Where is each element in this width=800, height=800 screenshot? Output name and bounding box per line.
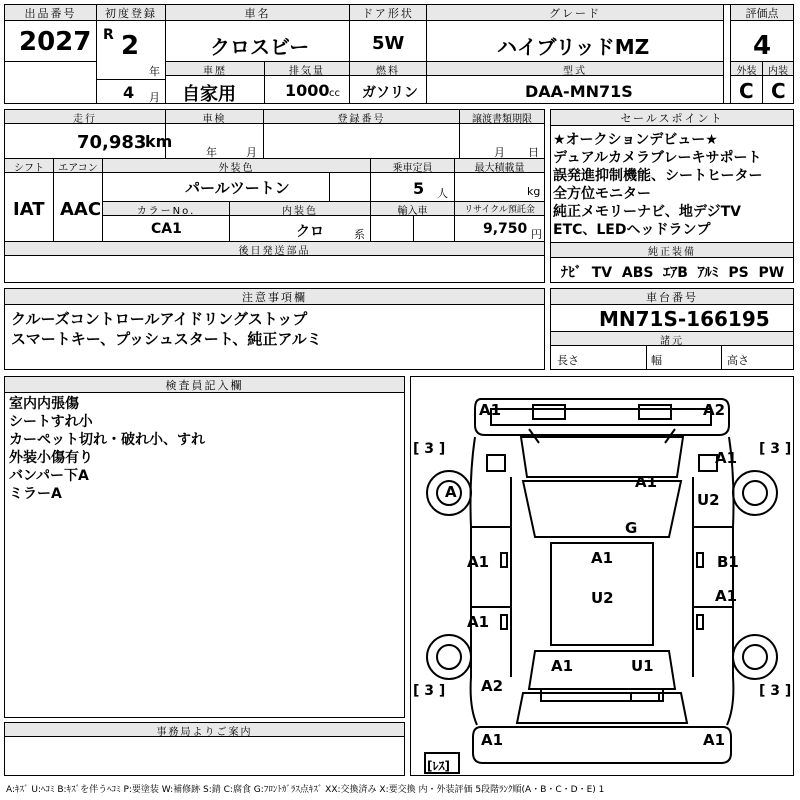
office-title: 事務局よりご案内 <box>5 723 404 737</box>
damage-mark: A1 <box>467 553 490 571</box>
capacity-unit: 人 <box>437 187 448 200</box>
body-color: パールツートン <box>185 179 290 197</box>
lot-label: 出品番号 <box>5 5 96 21</box>
ext-grade: C <box>739 79 754 103</box>
displacement-cell <box>264 61 350 104</box>
inspector-line: カーペット切れ・破れ小、すれ <box>9 432 205 448</box>
tire-mark: [ 3 ] <box>759 441 792 457</box>
door-cell <box>349 4 427 62</box>
tire-mark: [ 3 ] <box>413 683 446 699</box>
score-cell <box>730 4 794 62</box>
damage-mark: A1 <box>703 731 726 749</box>
ac-label: エアコン <box>54 159 102 173</box>
sales-line: 純正メモリーナビ、地デジTV <box>553 204 741 220</box>
sales-line: ★オークションデビュー★ <box>553 132 718 148</box>
capacity: 5 <box>413 179 425 198</box>
damage-mark: A2 <box>481 677 504 695</box>
int-cell <box>762 61 794 104</box>
car-name-cell <box>165 4 350 62</box>
plate-label: 登録番号 <box>264 110 459 124</box>
damage-mark: G <box>625 519 638 537</box>
lot-blank <box>4 61 97 104</box>
spare-tire-mark: [ﾚｽ] <box>427 759 450 773</box>
equip-item: ｴｱB <box>663 265 688 281</box>
damage-diagram <box>410 376 794 776</box>
sales-line: 誤発進抑制機能、シートヒーター <box>553 168 763 184</box>
damage-mark: A1 <box>591 549 614 567</box>
color-no-cell <box>102 201 230 242</box>
damage-mark: A1 <box>715 587 738 605</box>
spec-height: 高さ <box>727 354 749 367</box>
damage-mark: B1 <box>717 553 739 571</box>
color-no: CA1 <box>151 221 182 237</box>
inspector-line: 室内内張傷 <box>9 396 79 412</box>
damage-mark: A1 <box>715 449 738 467</box>
mileage-label: 走行 <box>5 110 165 124</box>
damage-mark: U2 <box>591 589 614 607</box>
import-cell <box>370 201 455 242</box>
fuel-label: 燃料 <box>350 62 426 76</box>
insp-month: 月 <box>246 146 257 159</box>
ext-cell <box>730 61 763 104</box>
shift-cell <box>4 158 54 242</box>
reg-label: 初度登録 <box>97 5 165 21</box>
inspector-line: 外装小傷有り <box>9 450 93 466</box>
damage-mark: A1 <box>635 473 658 491</box>
disp-unit: cc <box>329 88 340 99</box>
damage-mark: A1 <box>551 657 574 675</box>
disp-label: 排気量 <box>265 62 349 76</box>
registration-cell <box>96 4 166 104</box>
chassis-number: MN71S-166195 <box>599 307 770 331</box>
equip-title: 純正装備 <box>551 243 793 258</box>
equip-item: TV <box>591 265 613 281</box>
era: R <box>103 27 114 43</box>
interior-color: クロ <box>296 224 324 240</box>
legend: A:ｷｽﾞ U:ﾍｺﾐ B:ｷｽﾞを伴うﾍｺﾐ P:要塗装 W:補修跡 S:錆 C:腐食 G:ﾌﾛﾝﾄｶﾞﾗｽ点ｷｽﾞ XX:交換済み X:要交換 内・外装評価 5段階ﾗﾝｸ順(A・B・C・D・E) 1 <box>6 785 605 795</box>
name-label: 車名 <box>166 5 349 21</box>
sales-line: 全方位モニター <box>553 186 651 202</box>
spec-title: 諸元 <box>551 332 793 346</box>
damage-mark: A <box>445 483 457 501</box>
ext-label: 外装 <box>731 62 762 76</box>
history-cell <box>165 61 265 104</box>
equip-item: ﾅﾋﾞ <box>561 265 582 281</box>
car-name: クロスビー <box>210 35 310 59</box>
inspector-lines <box>9 395 205 503</box>
chassis-section <box>550 288 794 370</box>
equip-item: PW <box>758 265 785 281</box>
year-unit: 年 <box>149 65 160 78</box>
damage-mark: U2 <box>697 491 720 509</box>
int-grade: C <box>771 79 786 103</box>
door-label: ドア形状 <box>350 5 426 21</box>
mileage-cell <box>4 109 173 159</box>
interior-unit: 系 <box>354 228 365 241</box>
displacement: 1000 <box>285 81 330 100</box>
caution-title: 注意事項欄 <box>5 289 544 305</box>
load-cell <box>454 158 545 202</box>
damage-mark: U1 <box>631 657 654 675</box>
tire-mark: [ 3 ] <box>413 441 446 457</box>
deadline-label: 譲渡書類期限 <box>460 110 544 124</box>
caution-line: スマートキー、プッシュスタート、純正アルミ <box>11 330 322 348</box>
inspection-label: 車検 <box>166 110 263 124</box>
fuel-cell <box>349 61 427 104</box>
chassis-title: 車台番号 <box>551 289 793 305</box>
import-label: 輸入車 <box>371 202 454 216</box>
later-label: 後日発送部品 <box>5 242 544 256</box>
plate-cell <box>263 109 460 159</box>
history-label: 車歴 <box>166 62 264 76</box>
int-label: 内装 <box>763 62 793 76</box>
recycle-unit: 円 <box>531 228 542 241</box>
sales-line: ETC、LEDヘッドランプ <box>553 222 711 238</box>
car-outline <box>411 377 793 775</box>
interior-color-cell <box>229 201 371 242</box>
model-label: 型式 <box>427 62 723 76</box>
color-cell <box>102 158 371 202</box>
load-unit: kg <box>527 185 541 198</box>
interior-color-label: 内装色 <box>230 202 370 216</box>
damage-mark: A1 <box>467 613 490 631</box>
spec-length: 長さ <box>557 354 579 367</box>
grade-label: グレード <box>427 5 723 21</box>
sales-line: デュアルカメラブレーキサポート <box>553 150 762 166</box>
caution-section <box>4 288 545 370</box>
shift: IAT <box>13 199 45 220</box>
lot-number: 2027 <box>19 27 92 57</box>
fuel: ガソリン <box>362 85 418 101</box>
damage-mark: A1 <box>481 731 504 749</box>
inspector-line: ミラーA <box>9 486 62 502</box>
sales-lines <box>553 131 793 239</box>
color-label: 外装色 <box>103 159 370 173</box>
capacity-label: 乗車定員 <box>371 159 454 173</box>
sales-point-section <box>550 109 794 283</box>
inspector-title: 検査員記入欄 <box>5 377 404 393</box>
ac: AAC <box>60 199 102 220</box>
caution-lines <box>11 309 322 349</box>
score: 4 <box>753 31 772 61</box>
color-no-label: カラーNo. <box>103 202 229 216</box>
mileage-unit: km <box>145 132 173 151</box>
dl-day: 日 <box>528 146 539 159</box>
history: 自家用 <box>182 84 236 105</box>
tire-mark: [ 3 ] <box>759 683 792 699</box>
inspector-section <box>4 376 405 718</box>
insp-year: 年 <box>206 146 217 159</box>
inspector-line: シートすれ小 <box>9 414 93 430</box>
dl-month: 月 <box>494 146 505 159</box>
shift-label: シフト <box>5 159 53 173</box>
deadline-cell <box>459 109 545 159</box>
equip-item: ｱﾙﾐ <box>697 265 719 281</box>
door-type: 5W <box>372 33 405 54</box>
month-unit: 月 <box>149 91 160 104</box>
inspection-cell <box>165 109 264 159</box>
recycle: 9,750 <box>483 221 528 237</box>
later-parts-cell <box>4 241 545 283</box>
sales-title: セールスポイント <box>551 110 793 126</box>
damage-mark: A2 <box>703 401 726 419</box>
lot-cell <box>4 4 97 62</box>
grade: ハイブリッドMZ <box>497 35 650 59</box>
recycle-cell <box>454 201 545 242</box>
damage-mark: A1 <box>479 401 502 419</box>
grade-cell <box>426 4 724 62</box>
office-section <box>4 722 405 776</box>
capacity-cell <box>370 158 455 202</box>
model: DAA-MN71S <box>525 82 633 101</box>
equipment-list <box>561 262 784 282</box>
equip-item: ABS <box>621 265 654 281</box>
caution-line: クルーズコントロールアイドリングストップ <box>11 310 308 328</box>
mileage: 70,983 <box>77 132 147 153</box>
reg-month: 4 <box>123 83 135 102</box>
model-cell <box>426 61 724 104</box>
equip-item: PS <box>728 265 749 281</box>
reg-year: 2 <box>121 31 140 61</box>
spec-width: 幅 <box>651 354 662 367</box>
inspector-line: バンパー下A <box>9 468 89 484</box>
recycle-label: リサイクル預託金 <box>455 202 544 216</box>
score-label: 評価点 <box>731 5 793 21</box>
load-label: 最大積載量 <box>455 159 544 173</box>
ac-cell <box>53 158 103 242</box>
